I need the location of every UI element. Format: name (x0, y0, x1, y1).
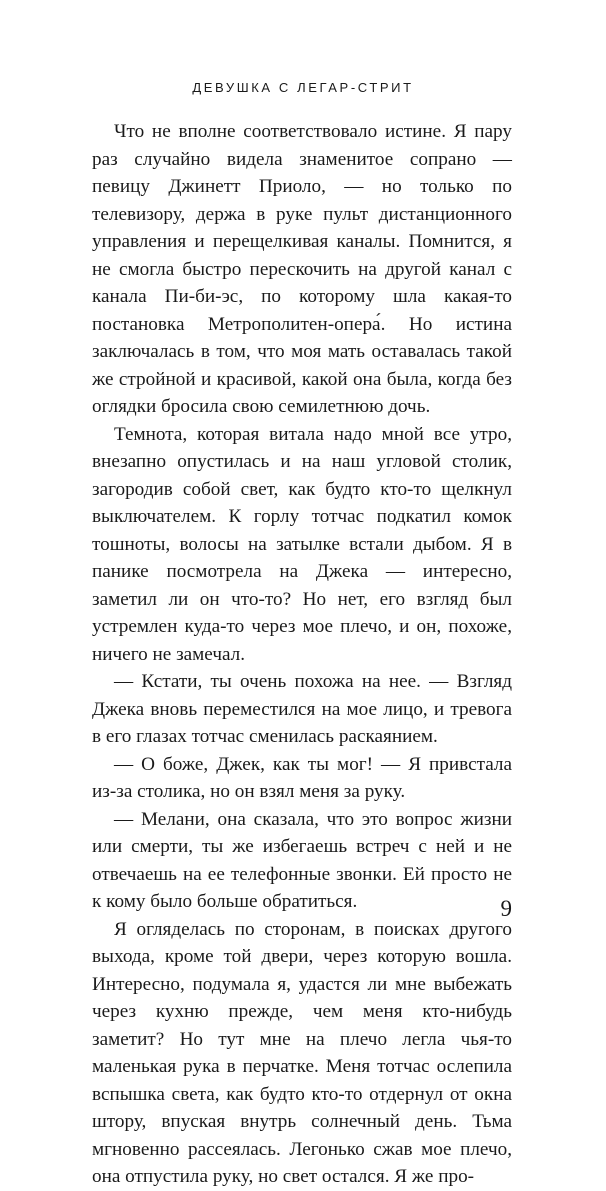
paragraph: Что не вполне соответствовало истине. Я пару раз случайно видела знаменитое сопрано — певицу Джинетт Приоло, — но только по телевизору, держа в руке пульт дистанционного управления и перещелкивая каналы. Помнится, я не смогла быстро перескочить на другой канал с канала Пи-би-эс, по которому шла какая-то постановка Метрополитен-опера́. Но истина заключалась в том, что моя мать оставалась такой же стройной и красивой, какой она была, когда без оглядки бросила свою семилетнюю дочь. (92, 121, 512, 417)
paragraph: Я огляделась по сторонам, в поисках другого выхода, кроме той двери, через которую вошла. Интересно, подумала я, удастся ли мне выбежать через кухню прежде, чем меня кто-нибудь заметит? Но тут мне на плечо легла чья-то маленькая рука в перчатке. Меня тотчас ослепила вспышка света, как будто кто-то отдернул от окна штору, впуская внутрь солнечный день. Тьма мгновенно рассеялась. Легонько сжав мое плечо, она отпустила руку, но свет остался. Я же про- (92, 918, 512, 1187)
paragraph: — Кстати, ты очень похожа на нее. — Взгляд Джека вновь переместился на мое лицо, и тревога в его глазах тотчас сменилась раскаянием. (92, 671, 512, 747)
paragraph: Темнота, которая витала надо мной все утро, внезапно опустилась и на наш угловой столик, загородив собой свет, как будто кто-то щелкнул выключателем. К горлу тотчас подкатил комок тошноты, волосы на затылке встали дыбом. Я в панике посмотрела на Джека — интересно, заметил ли он что-то? Но нет, его взгляд был устремлен куда-то через мое плечо, и он, похоже, ничего не замечал. (92, 423, 512, 665)
page-number: 9 (500, 896, 512, 921)
paragraph: — Мелани, она сказала, что это вопрос жизни или смерти, ты же избегаешь встреч с ней и не отвечаешь на ее телефонные звонки. Ей просто не к кому было больше обратиться. (92, 808, 512, 912)
paragraph: — О боже, Джек, как ты мог! — Я привстала из-за столика, но он взял меня за руку. (92, 753, 512, 802)
body-text (92, 118, 512, 1191)
running-title: ДЕВУШКА С ЛЕГАР-СТРИТ (192, 80, 414, 95)
